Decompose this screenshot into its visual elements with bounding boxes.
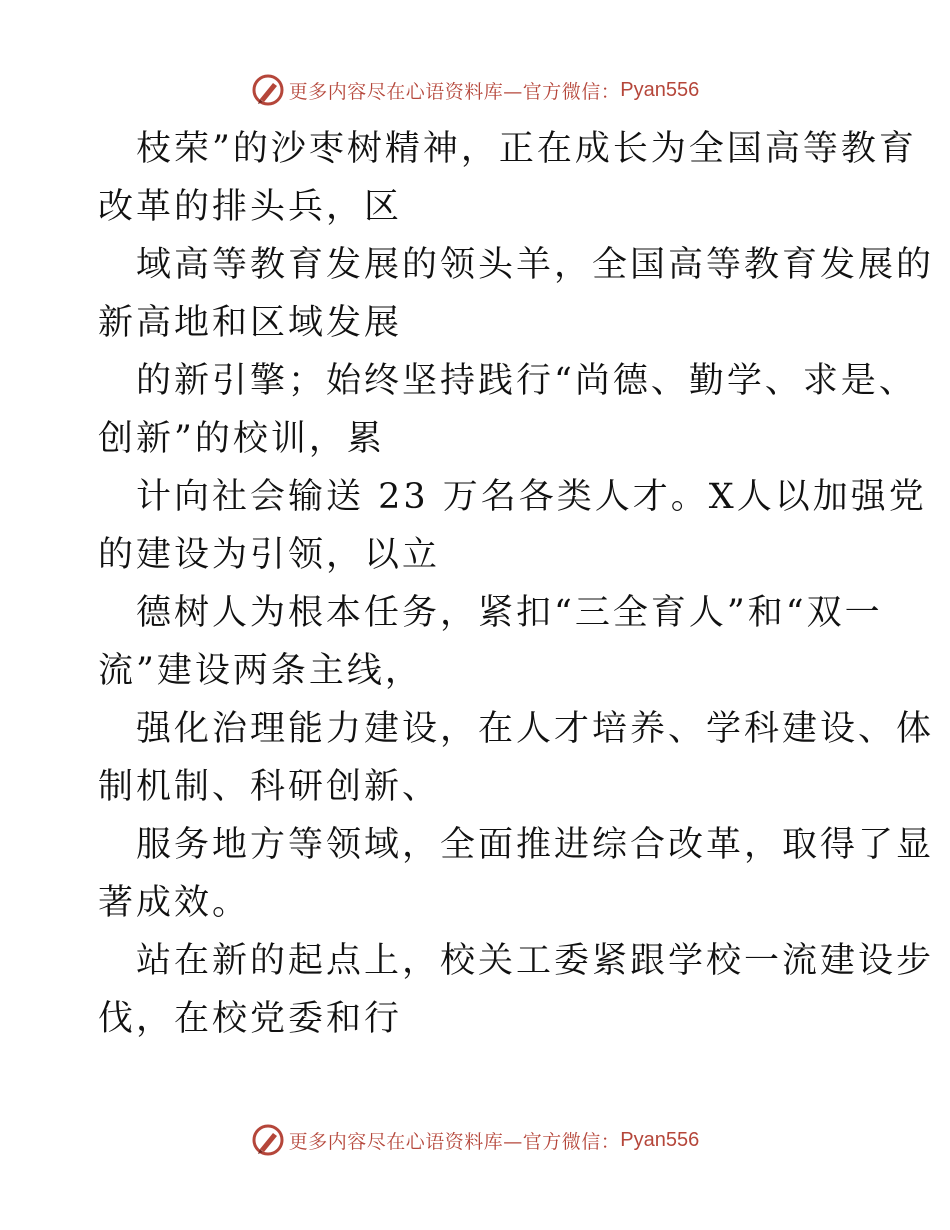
paragraph-line: 枝荣”的沙枣树精神，正在成长为全国高等教育 — [136, 129, 917, 169]
paragraph-line: 强化治理能力建设，在人才培养、学科建设、体 — [136, 709, 935, 749]
paragraph — [98, 236, 935, 352]
paragraph-line: 服务地方等领域，全面推进综合改革，取得了显 — [136, 825, 935, 865]
paragraph — [98, 932, 935, 1048]
paragraph-line: 域高等教育发展的领头羊，全国高等教育发展的 — [136, 245, 935, 285]
paragraph-line: 改革的排头兵，区 — [98, 187, 403, 227]
paragraph — [98, 468, 927, 584]
watermark-id: Pyan556 — [620, 78, 700, 101]
paragraph — [98, 816, 935, 932]
header-watermark — [0, 72, 950, 108]
paragraph-line: 新高地和区域发展 — [98, 303, 403, 343]
paragraph-line: 著成效。 — [98, 883, 251, 923]
paragraph — [98, 584, 883, 700]
paragraph-line: 创新”的校训，累 — [98, 419, 385, 459]
document-body — [98, 120, 935, 1048]
paragraph-line: 的新引擎；始终坚持践行“尚德、勤学、求是、 — [136, 361, 917, 401]
pen-logo-icon — [251, 1123, 285, 1157]
paragraph-line: 计向社会输送 23 万名各类人才。X人以加强党 — [136, 477, 927, 517]
paragraph — [98, 352, 917, 468]
paragraph — [98, 120, 917, 236]
paragraph-line: 流”建设两条主线， — [98, 651, 423, 691]
paragraph-line: 德树人为根本任务，紧扣“三全育人”和“双一 — [136, 593, 883, 633]
paragraph — [98, 700, 935, 816]
watermark-text: 更多内容尽在心语资料库—官方微信： — [288, 1130, 621, 1153]
paragraph-line: 制机制、科研创新、 — [98, 767, 441, 807]
footer-watermark — [0, 1122, 950, 1158]
pen-logo-icon — [251, 73, 285, 107]
paragraph-line: 站在新的起点上，校关工委紧跟学校一流建设步 — [136, 941, 935, 981]
paragraph-line: 伐，在校党委和行 — [98, 999, 403, 1039]
watermark-id: Pyan556 — [620, 1128, 700, 1151]
paragraph-line: 的建设为引领，以立 — [98, 535, 441, 575]
watermark-text: 更多内容尽在心语资料库—官方微信： — [288, 80, 621, 103]
